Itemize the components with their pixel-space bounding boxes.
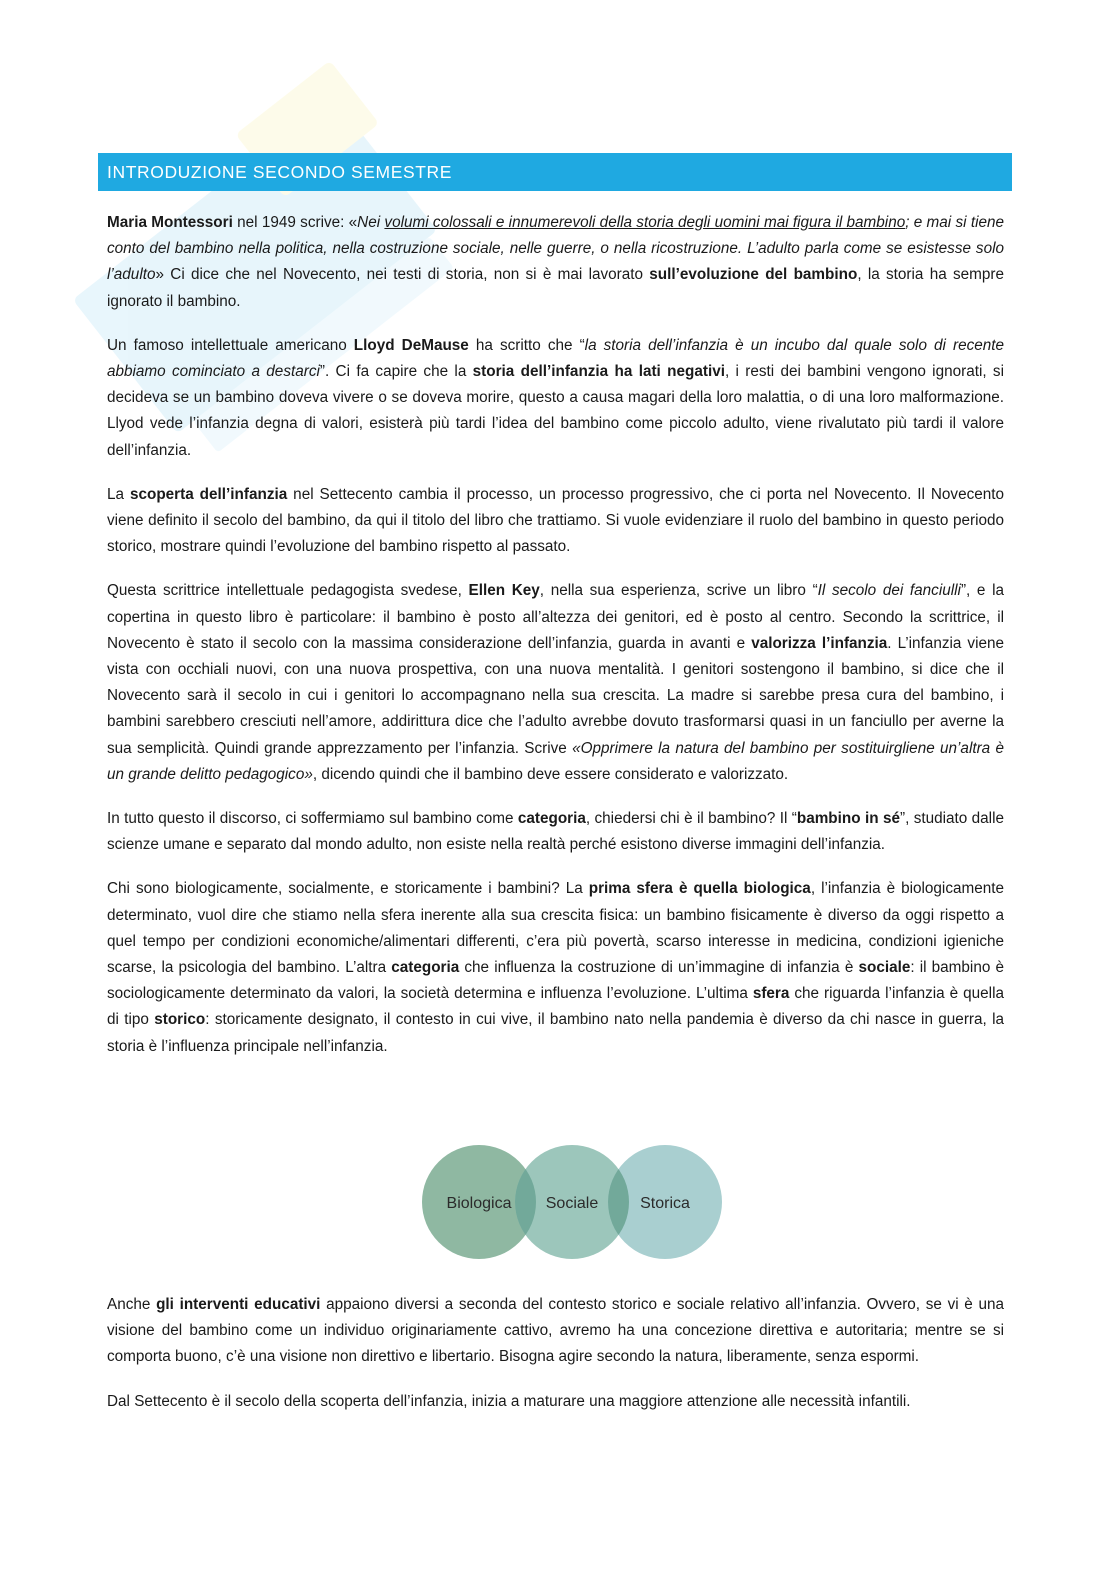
paragraph bbox=[107, 806, 1004, 858]
text-run: ”, e la copertina in questo libro è particolare: il bambino è posto all’altezza dei genitori, ed è posto al centro. Secondo la scrittrice, il Novecento è stato il secolo con la massima considerazione dell’infanzia, guarda in avanti e bbox=[107, 582, 1005, 652]
paragraph bbox=[107, 1292, 1004, 1371]
text-run: , nella sua esperienza, scrive un libro “ bbox=[539, 582, 818, 600]
text-run: appaiono diversi a seconda del contesto storico e sociale relativo all’infanzia. Ovvero, se vi è una visione del bambino come un individuo originariamente cattivo, avremo ha una concezione direttiva e autoritaria; mentre se si comporta buono, c’è una visione non direttivo e libertario. Bisogna agire secondo la natura, liberamente, senza espormi. bbox=[107, 1296, 1005, 1366]
section-header bbox=[98, 153, 1012, 191]
paragraph bbox=[107, 333, 1004, 464]
paragraph bbox=[107, 482, 1004, 561]
text-run: Questa scrittrice intellettuale pedagogista svedese, bbox=[107, 582, 469, 600]
paragraph bbox=[107, 578, 1004, 788]
text-run: , dicendo quindi che il bambino deve essere considerato e valorizzato. bbox=[312, 765, 789, 783]
bold-text: categoria bbox=[391, 959, 460, 977]
document-body-after bbox=[107, 1292, 1004, 1433]
text-run: : il bambino è sociologicamente determinato da valori, la società determina e influenza l’evoluzione. L’ultima bbox=[107, 959, 1004, 1003]
italic-text: ; e mai si tiene conto del bambino nella politica, nella costruzione sociale, nelle guerre, o nella ricostruzione. L’adulto parla come se esistesse solo l’adulto bbox=[107, 214, 1005, 284]
italic-text: la storia dell’infanzia è un incubo dal quale solo di recente abbiamo cominciato a destarci bbox=[107, 336, 1005, 381]
text-run: , l’infanzia è biologicamente determinato, vuol dire che stiamo nella sfera inerente alla sua crescita fisica: un bambino fisicamente è diverso da oggi rispetto a quel tempo per condizioni economiche/alimentari differenti, c’era più povertà, scarso interesse in medicina, condizioni igieniche scarse, la psicologia del bambino. L’altra bbox=[107, 880, 1004, 977]
venn-label-sociale: Sociale bbox=[545, 1195, 599, 1212]
bold-text: categoria bbox=[517, 810, 586, 828]
paragraphs-before bbox=[107, 210, 1004, 1060]
bold-text: sfera bbox=[752, 985, 790, 1003]
bold-text: bambino in sé bbox=[796, 810, 900, 828]
text-run: nel 1949 scrive: « bbox=[232, 214, 358, 231]
text-run: . L’infanzia viene vista con occhiali nuovi, con una nuova prospettiva, con una nuova mentalità. I genitori sostengono il bambino, si dice che il Novecento sarà il secolo in cui i genitori lo accompagnano nella sua crescita. La madre si sarebbe presa cura del bambino, i bambini sarebbero cresciuti nell’amore, addirittura dice che l’adulto avrebbe dovuto trasformarsi quasi in un fanciullo per averne la sua semplicità. Quindi grande apprezzamento per l’infanzia. Scrive bbox=[107, 634, 1004, 757]
italic-text: volumi colossali e innumerevoli della storia degli uomini mai figura il bambino bbox=[384, 214, 906, 231]
text-run: » Ci dice che nel Novecento, nei testi di storia, non si è mai lavorato bbox=[155, 266, 650, 284]
bold-text: sull’evoluzione del bambino bbox=[649, 266, 858, 284]
text-run: , i resti dei bambini vengono ignorati, si decideva se un bambino doveva vivere o se doveva morire, questo a causa magari della loro malattia, o di una loro malformazione. Llyod vede l’infanzia degna di valori, esisterà più tardi l’idea del bambino come piccolo adulto, viene rivalutato più tardi il valore dell’infanzia. bbox=[107, 363, 1004, 459]
paragraph bbox=[107, 1389, 1004, 1415]
bold-text: prima sfera è quella biologica bbox=[588, 880, 811, 898]
bold-text: storia dell’infanzia ha lati negativi bbox=[472, 363, 725, 381]
section-title: INTRODUZIONE SECONDO SEMESTRE bbox=[107, 161, 453, 182]
text-run: che riguarda l’infanzia è quella di tipo bbox=[107, 985, 1004, 1029]
bold-text: gli interventi educativi bbox=[156, 1296, 321, 1313]
italic-text: «Opprimere la natura del bambino per sostituirgliene un’altra è un grande delitto pedagogico» bbox=[107, 739, 1005, 783]
bold-text: scoperta dell’infanzia bbox=[129, 485, 288, 503]
bold-text: storico bbox=[154, 1011, 206, 1029]
text-run: , la storia ha sempre ignorato il bambino. bbox=[107, 266, 1004, 310]
text-run: che influenza la costruzione di un’immagine di infanzia è bbox=[459, 959, 859, 977]
paragraph bbox=[107, 876, 1004, 1059]
text-run: Un famoso intellettuale americano bbox=[107, 336, 354, 354]
text-run: La bbox=[107, 485, 130, 503]
text-run: Anche bbox=[107, 1296, 157, 1313]
bold-text: Lloyd DeMause bbox=[353, 336, 469, 354]
italic-text: Nei bbox=[357, 214, 385, 231]
text-run: ha scritto che “ bbox=[468, 336, 585, 354]
bold-text: valorizza l’infanzia bbox=[751, 634, 888, 652]
bold-text: Ellen Key bbox=[468, 582, 540, 600]
italic-text: Il secolo dei fanciulli bbox=[817, 582, 961, 600]
bold-text: sociale bbox=[858, 959, 911, 977]
paragraphs-after bbox=[107, 1292, 1004, 1415]
document-body bbox=[107, 210, 1004, 1078]
text-run: Dal Settecento è il secolo della scoperta dell’infanzia, inizia a maturare una maggiore attenzione alle necessità infantili. bbox=[107, 1392, 911, 1410]
text-run: In tutto questo il discorso, ci soffermiamo sul bambino come bbox=[107, 810, 518, 828]
paragraph bbox=[107, 210, 1004, 315]
venn-label-biologica: Biologica bbox=[446, 1195, 512, 1212]
venn-diagram bbox=[420, 1143, 730, 1261]
text-run: ”, studiato dalle scienze umane e separato dal mondo adulto, non esiste nella realtà perché esistono diverse immagini dell’infanzia. bbox=[107, 810, 1004, 854]
text-run: Chi sono biologicamente, socialmente, e storicamente i bambini? La bbox=[107, 880, 589, 898]
venn-label-storica: Storica bbox=[640, 1195, 690, 1212]
text-run: , chiedersi chi è il bambino? Il “ bbox=[585, 810, 797, 828]
text-run: : storicamente designato, il contesto in cui vive, il bambino nato nella pandemia è diverso da chi nasce in guerra, la storia è l’influenza principale nell’infanzia. bbox=[107, 1011, 1004, 1055]
text-run: nel Settecento cambia il processo, un processo progressivo, che ci porta nel Novecento. Il Novecento viene definito il secolo del bambino, da qui il titolo del libro che trattiamo. Si vuole evidenziare il ruolo del bambino in questo periodo storico, mostrare quindi l’evoluzione del bambino rispetto al passato. bbox=[107, 485, 1005, 556]
text-run: ”. Ci fa capire che la bbox=[319, 363, 473, 381]
bold-text: Maria Montessori bbox=[107, 214, 233, 231]
